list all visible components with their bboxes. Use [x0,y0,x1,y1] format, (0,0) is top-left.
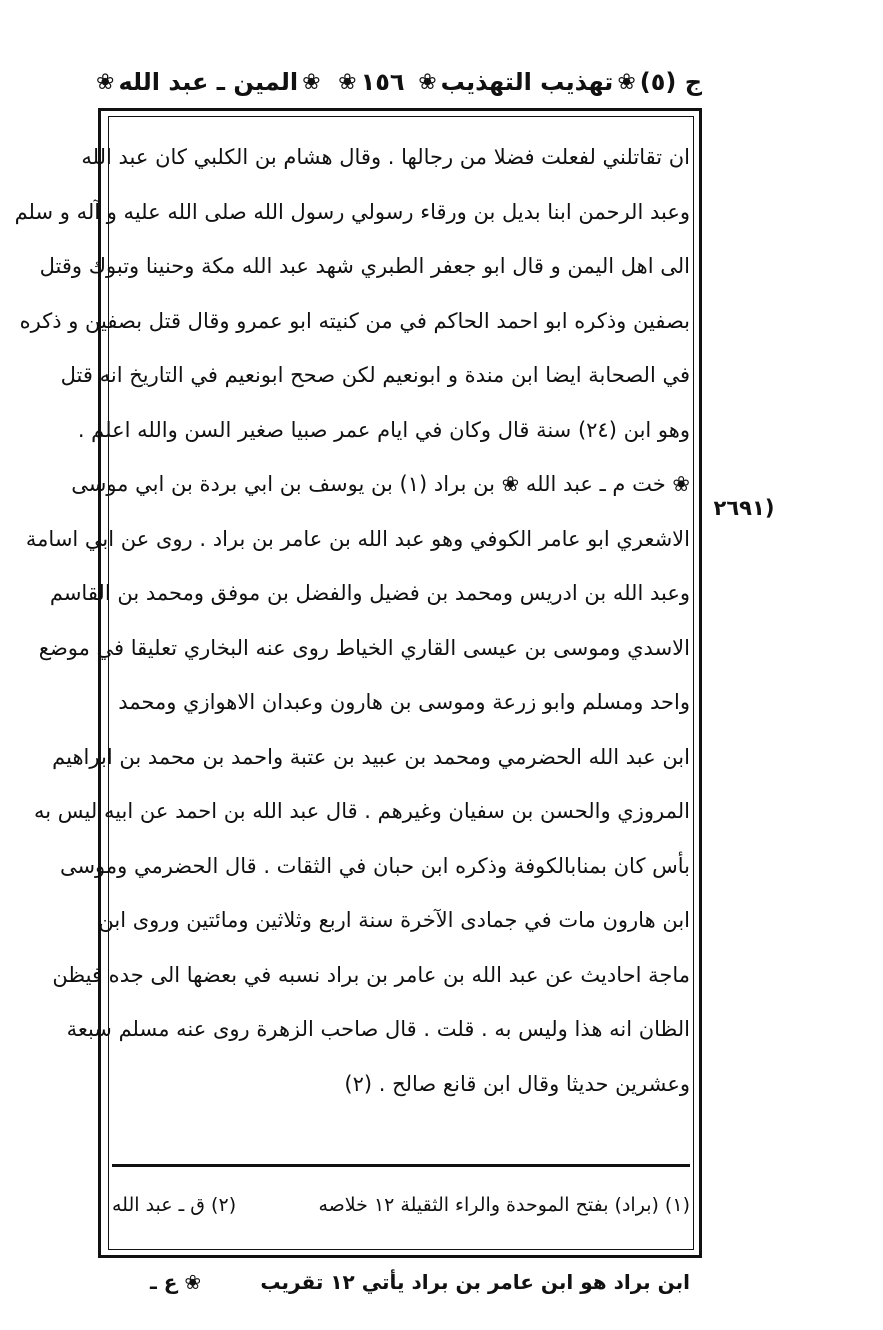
flower-ornament-icon: ❀ [418,69,437,95]
flower-ornament-icon: ❀ [96,69,115,95]
text-line: في الصحابة ايضا ابن مندة و ابونعيم لكن صحح ابونعيم في التاريخ انه قتل [60,363,690,387]
text-line: الى اهل اليمن و قال ابو جعفر الطبري شهد عبد الله مكة وحنينا وتبوك وقتل [39,254,690,278]
text-line: ان تقاتلني لفعلت فضلا من رجالها . وقال هشام بن الكلبي كان عبد الله [81,145,690,169]
text-line: ابن عبد الله الحضرمي ومحمد بن عبيد بن عتبة واحمد بن محمد بن ابراهيم [52,744,690,769]
text-line: وعشرين حديثا وقال ابن قانع صالح . (٢) [344,1071,690,1096]
text-line: واحد ومسلم وابو زرعة وموسى بن هارون وعبدان الاهوازي ومحمد [118,690,690,714]
text-line: وهو ابن (٢٤) سنة قال وكان في ايام عمر صبيا صغير السن والله اعلم . [77,417,690,442]
footnote-1: (١) (براد) بفتح الموحدة والراء الثقيلة ١٢ خلاصه [318,1194,690,1216]
volume-number: ج (٥) [639,68,702,96]
header-right-group [414,68,702,96]
flower-ornament-icon: ❀ [617,69,636,95]
footnote-2: (٢) ق ـ عبد الله [112,1194,237,1216]
text-line: ماجة احاديث عن عبد الله بن عامر بن براد نسبه في بعضها الى جده فيظن [52,962,690,987]
bottom-note [150,1262,690,1302]
catchword: ❀ ع ـ [150,1270,202,1294]
flower-ornament-icon: ❀ [302,69,321,95]
header-left-group [92,68,325,96]
running-title: المين ـ عبد الله [118,68,299,96]
bottom-note-text: ابن براد هو ابن عامر بن براد يأتي ١٢ تقريب [260,1270,690,1294]
text-line: المروزي والحسن بن سفيان وغيرهم . قال عبد الله بن احمد عن ابيه ليس به [33,799,690,823]
text-line: بأس كان بمنابالكوفة وذكره ابن حبان في الثقات . قال الحضرمي وموسى [59,853,690,878]
page-number: ١٥٦ [360,68,405,96]
text-line: وعبد الرحمن ابنا بديل بن ورقاء رسولي رسول الله صلى الله عليه و آله و سلم [14,199,690,224]
text-line: الظان انه هذا وليس به . قلت . قال صاحب الزهرة روى عنه مسلم سبعة [66,1017,690,1041]
flower-ornament-icon: ❀ [338,69,357,95]
entry-number: (٢٦٩١ [713,496,775,520]
running-header [92,62,702,102]
text-line: بصفين وذكره ابو احمد الحاكم في من كنيته ابو عمرو وقال قتل بصفين و ذكره [19,308,690,333]
header-center-group [334,68,404,96]
text-line: وعبد الله بن ادريس ومحمد بن فضيل والفضل بن موفق ومحمد بن القاسم [49,581,690,605]
book-title: تهذيب التهذيب [440,68,614,96]
entry-heading-line: ❀ خت م ـ عبد الله ❀ بن براد (١) بن يوسف بن ابي بردة بن ابي موسى [71,472,690,496]
text-line: ابن هارون مات في جمادى الآخرة سنة اربع وثلاثين ومائتين وروى ابن [98,908,690,932]
footnote [112,1180,690,1230]
main-text [14,130,690,1111]
footnote-divider [112,1164,690,1167]
text-line: الاسدي وموسى بن عيسى القاري الخياط روى عنه البخاري تعليقا في موضع [38,635,690,660]
text-line: الاشعري ابو عامر الكوفي وهو عبد الله بن عامر بن براد . روى عن ابي اسامة [25,526,690,551]
